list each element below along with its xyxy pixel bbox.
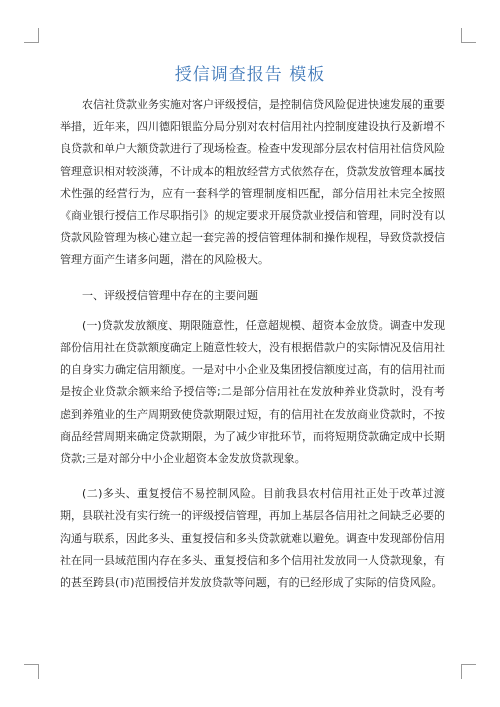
paragraph-intro: 农信社贷款业务实施对客户评级授信，是控制信贷风险促进快速发展的重要举措，近年来，四川德阳银监分局分别对农村信用社内控制度建设执行及新增不良贷款和单户大额贷款进行了现场检查。检查中发现部分层农村信用社信贷风险管理意识相对较淡薄，不计成本的粗放经营方式依然存在，贷款发放管理本属技术性强的经营行为，应有一套科学的管理制度相匹配，部分信用社未完全按照《商业银行授信工作尽职指引》的规定要求开展贷款业授信和管理，同时没有以贷款风险管理为核心建立起一套完善的授信管理体制和操作规程，导致贷款授信管理方面产生诸多问题，潜在的风险极大。: [60, 98, 445, 267]
paragraph-issue-1: (一)贷款发放额度、期限随意性，任意超规模、超资本金放贷。调查中发现部份信用社在贷款额度确定上随意性较大，没有根据借款户的实际情况及信用社的自身实力确定信用额度。一是对中小企业及集团授信额度过高，有的信用社而是按企业贷款余额来给予授信等;二是部分信用社在发放种养业贷款时，没有考虑到养殖业的生产周期致使贷款期限过短，有的信用社在发放商业贷款时，不按商品经营周期来确定贷款期限，为了减少审批环节，而将短期贷款确定成中长期贷款;三是对部分中小企业超资本金发放贷款现象。: [60, 318, 445, 466]
crop-mark-top-right: [461, 28, 476, 43]
section-heading: 一、评级授信管理中存在的主要问题: [82, 288, 258, 302]
crop-mark-top-left: [24, 28, 39, 43]
crop-mark-bottom-left: [24, 664, 39, 679]
document-body: [60, 94, 445, 607]
document-title: 授信调查报告 模板: [174, 65, 326, 85]
paragraph-issue-2: (二)多头、重复授信不易控制风险。目前我县农村信用社正处于改革过渡期，县联社没有实行统一的评级授信管理，再加上基层各信用社之间缺乏必要的沟通与联系，因此多头、重复授信和多头贷款就难以避免。调查中发现部份信用社在同一县域范围内存在多头、重复授信和多个信用社发放同一人贷款现象，有的甚至跨县(市)范围授信并发放贷款等问题，有的已经形成了实际的信贷风险。: [60, 487, 445, 590]
crop-mark-bottom-right: [461, 664, 476, 679]
